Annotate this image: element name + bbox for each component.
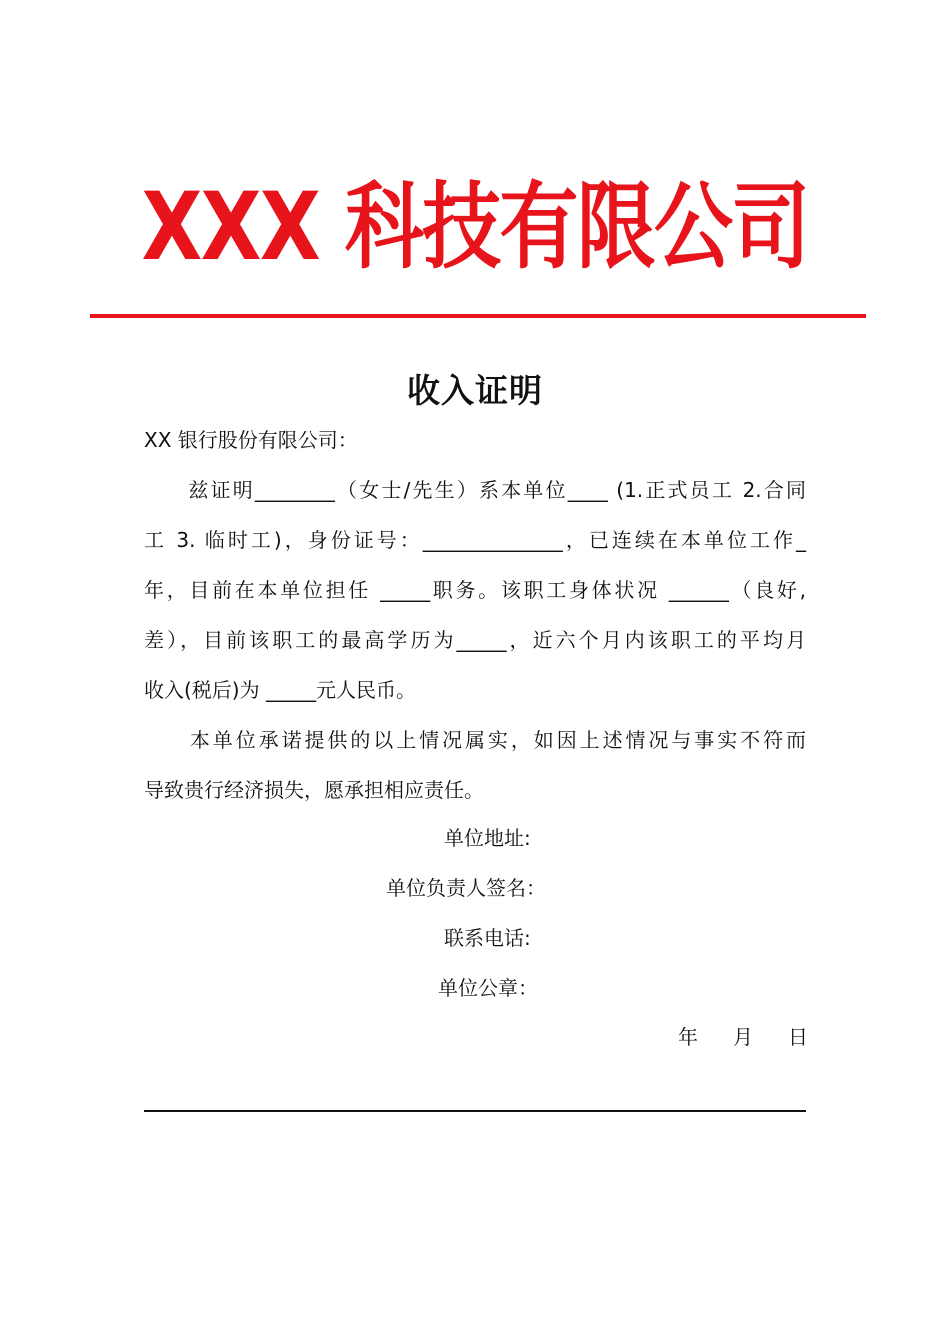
date-year: 年 [678,1025,698,1049]
leader-signature-label: 单位负责人签名： [386,876,546,900]
footer-divider [144,1110,806,1112]
addressee: XX 银行股份有限公司： [144,428,358,452]
document-title: 收入证明 [407,371,543,410]
paragraph1-line-4: 差），目前该职工的最高学历为_____，近六个月内该职工的平均月 [144,628,806,652]
contact-phone-label: 联系电话: [444,926,531,950]
paragraph1-line-5: 收入(税后)为 _____元人民币。 [144,678,416,702]
paragraph1-line-2: 工 3. 临时工)，身份证号：______________，已连续在本单位工作_ [144,528,806,552]
unit-address-label: 单位地址: [444,826,531,850]
company-name-heading: XXX 科技有限公司 [141,173,809,282]
date-month: 月 [733,1025,753,1049]
paragraph1-line-3: 年，目前在本单位担任 _____职务。该职工身体状况 ______（良好, [144,578,806,602]
unit-seal-label: 单位公章： [438,976,538,1000]
paragraph2-line-1: 本单位承诺提供的以上情况属实，如因上述情况与事实不符而 [144,728,806,752]
header-divider [90,314,866,318]
paragraph2-line-2: 导致贵行经济损失，愿承担相应责任。 [144,778,484,802]
date-line [678,1021,808,1053]
paragraph1-line-1: 兹证明________（女士/先生）系本单位____ (1.正式员工 2.合同 [144,478,806,502]
date-day: 日 [788,1025,808,1049]
